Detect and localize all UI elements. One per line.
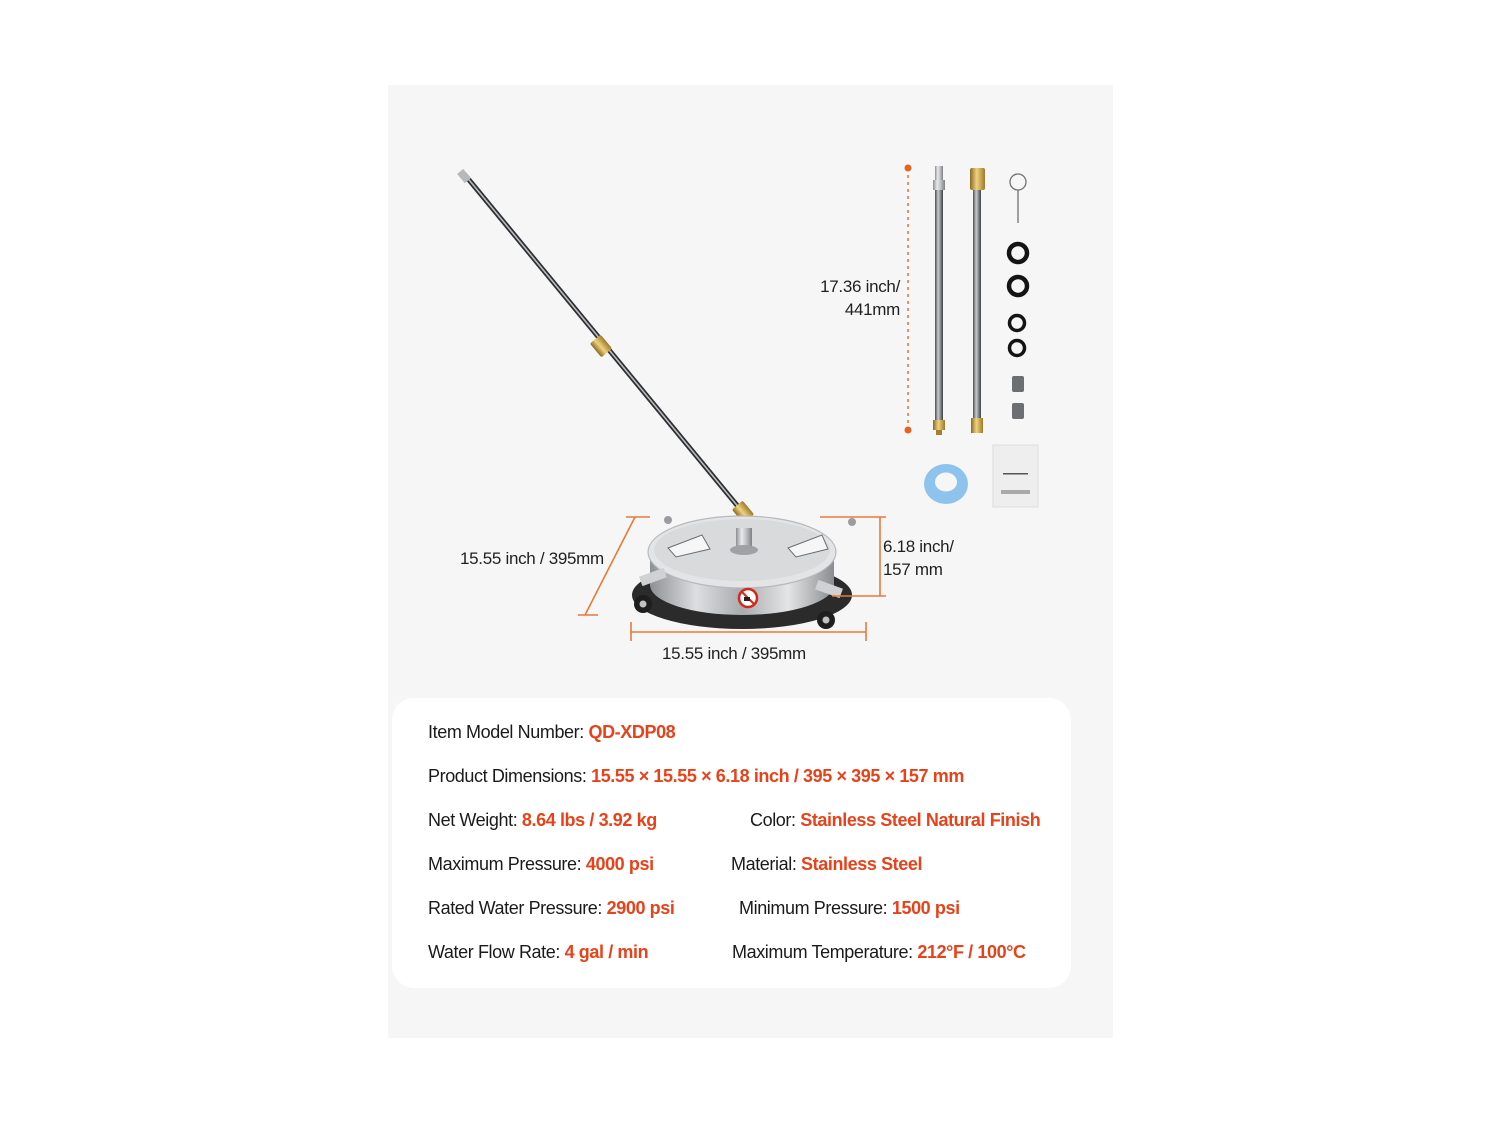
spec-value: 212°F / 100°C xyxy=(917,942,1026,962)
height-line2: 157 mm xyxy=(883,560,943,579)
spec-label: Net Weight: xyxy=(428,810,522,830)
spec-model xyxy=(428,721,675,743)
spec-label: Item Model Number: xyxy=(428,722,589,742)
spec-label: Rated Water Pressure: xyxy=(428,898,607,918)
spec-label: Water Flow Rate: xyxy=(428,942,565,962)
spec-dimensions xyxy=(428,765,964,787)
spec-label: Product Dimensions: xyxy=(428,766,592,786)
spec-flow-rate xyxy=(428,941,648,963)
spec-value: Stainless Steel xyxy=(801,854,923,874)
spec-net-weight xyxy=(428,809,657,831)
spec-label: Material: xyxy=(731,854,802,874)
spec-rated-pressure xyxy=(428,897,674,919)
wand-length-line2: 441mm xyxy=(844,300,900,319)
spec-value: QD-XDP08 xyxy=(588,722,676,742)
spec-max-temperature xyxy=(732,941,1026,963)
spec-value: 4000 psi xyxy=(585,854,654,874)
spec-value: Stainless Steel Natural Finish xyxy=(800,810,1041,830)
spec-label: Minimum Pressure: xyxy=(739,898,892,918)
spec-label: Color: xyxy=(750,810,801,830)
spec-value: 15.55 × 15.55 × 6.18 inch / 395 × 395 × 157 mm xyxy=(591,766,964,786)
depth-label: 15.55 inch / 395mm xyxy=(460,549,604,568)
height-label xyxy=(883,535,954,581)
spec-value: 2900 psi xyxy=(606,898,675,918)
spec-min-pressure xyxy=(739,897,960,919)
wand-length-line1: 17.36 inch/ xyxy=(820,277,900,296)
spec-max-pressure xyxy=(428,853,654,875)
spec-label: Maximum Temperature: xyxy=(732,942,918,962)
width-label: 15.55 inch / 395mm xyxy=(662,644,806,663)
height-line1: 6.18 inch/ xyxy=(883,537,954,556)
spec-material xyxy=(731,853,922,875)
spec-value: 8.64 lbs / 3.92 kg xyxy=(521,810,657,830)
wand-length-label xyxy=(811,275,900,321)
spec-value: 4 gal / min xyxy=(564,942,649,962)
spec-color xyxy=(750,809,1040,831)
spec-value: 1500 psi xyxy=(891,898,960,918)
spec-label: Maximum Pressure: xyxy=(428,854,586,874)
